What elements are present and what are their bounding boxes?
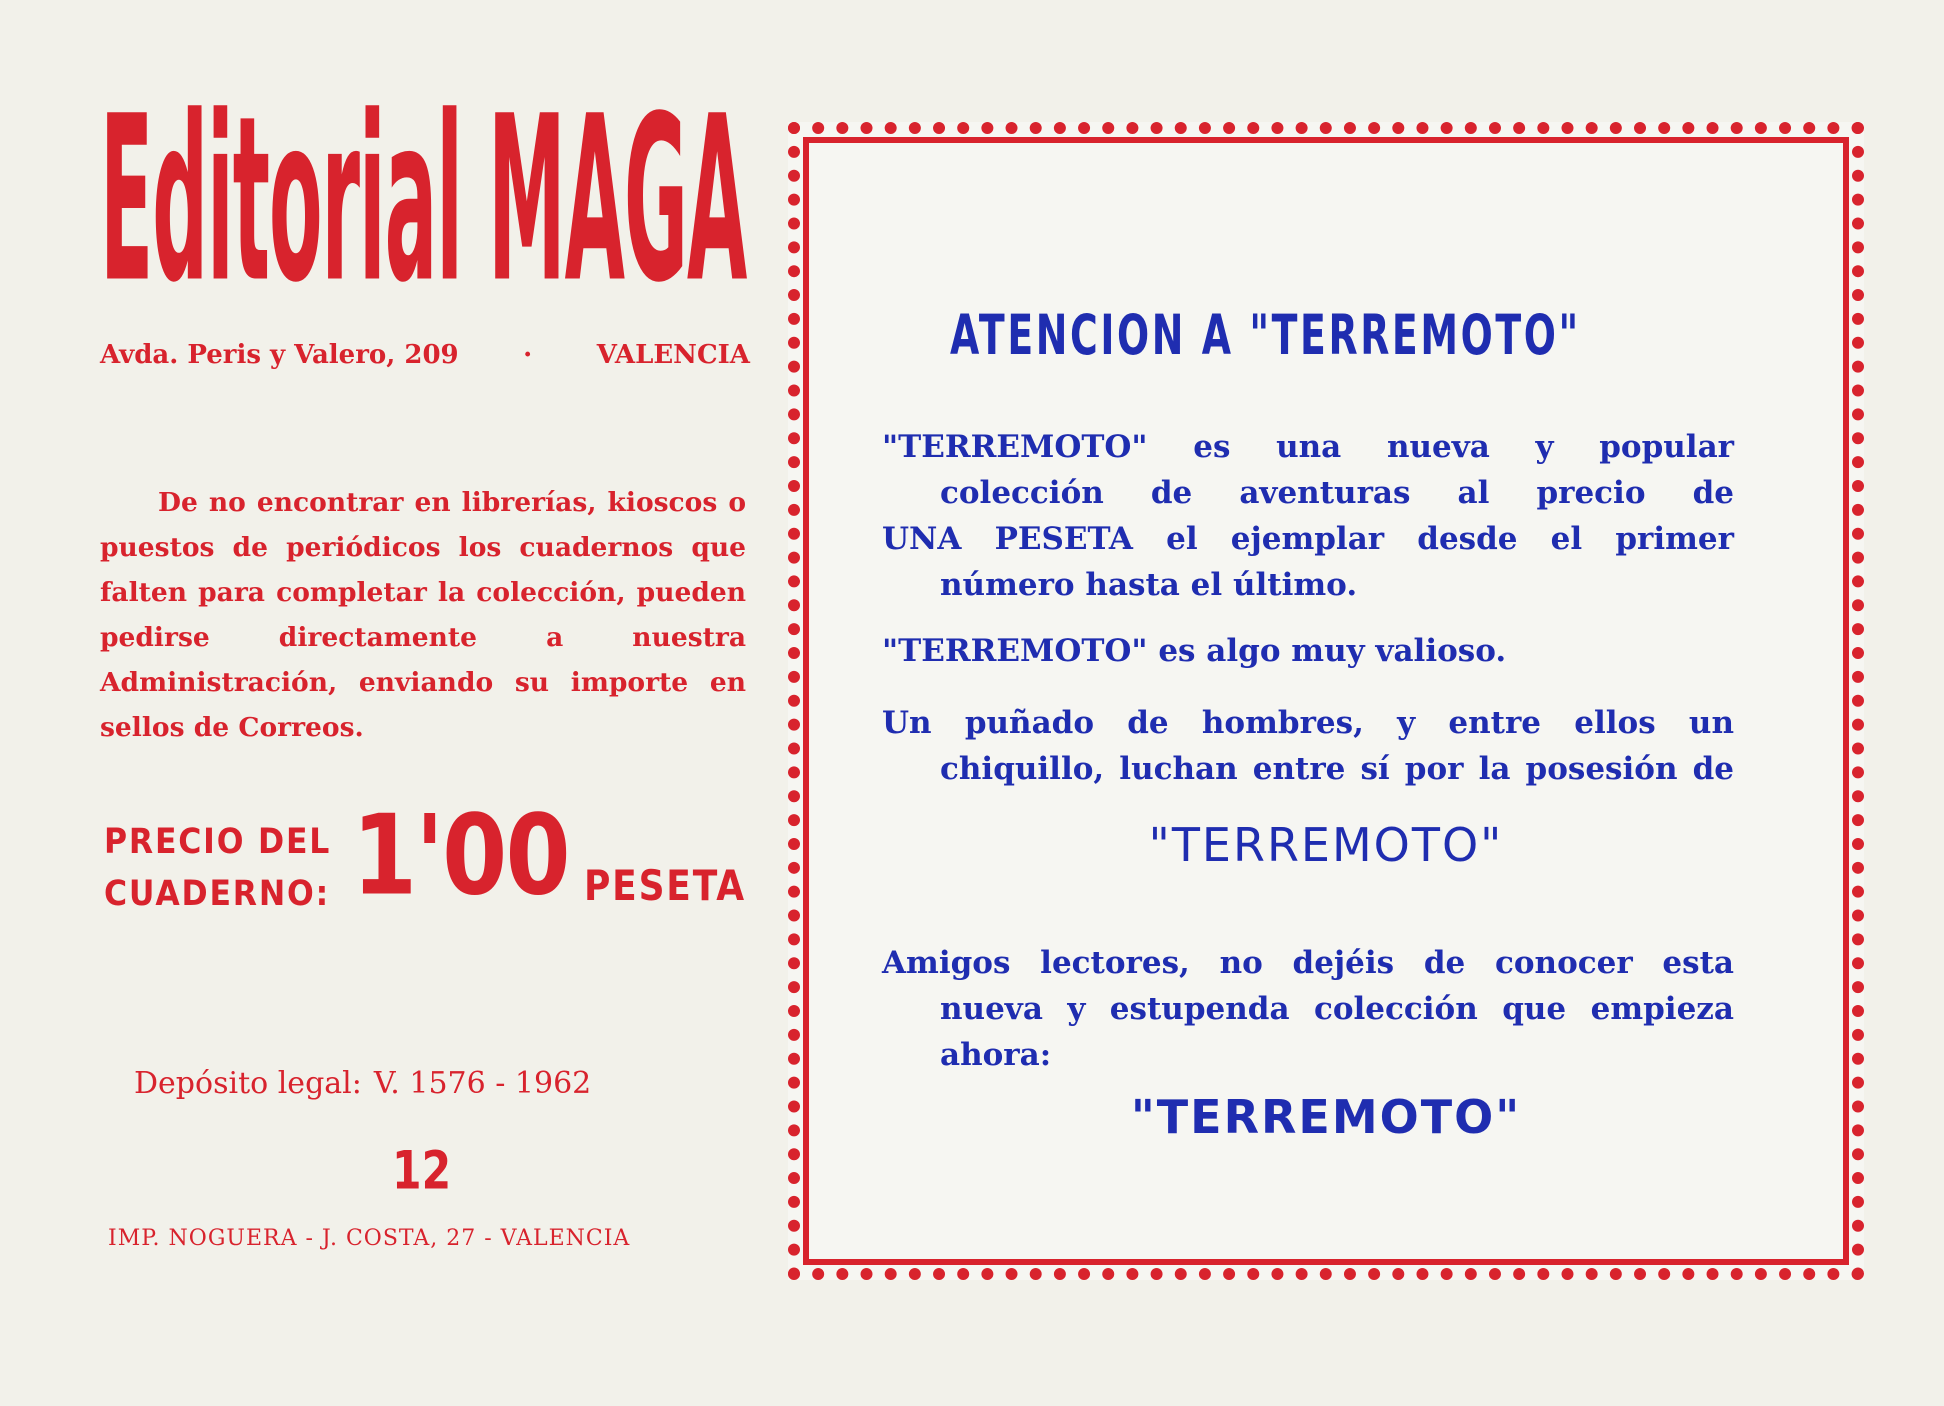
ad-line: "TERREMOTO" es algo muy valioso. <box>882 633 1507 669</box>
ad-paragraph-intro <box>882 424 1734 608</box>
address-separator: · <box>523 340 533 370</box>
ad-line: número hasta el último. <box>940 567 1358 603</box>
price-label-line1: PRECIO DEL <box>104 822 332 862</box>
legal-deposit-label: Depósito legal: <box>134 1066 362 1101</box>
terremoto-ad-box <box>788 122 1864 1280</box>
legal-deposit <box>134 1066 591 1101</box>
ad-line: "TERREMOTO" es una nueva y popular <box>882 429 1734 465</box>
ad-line: colección de aventuras al precio de <box>940 475 1734 511</box>
ad-line: chiquillo, luchan entre sí por la posesión de <box>940 751 1734 787</box>
ad-line: UNA PESETA el ejemplar desde el primer <box>882 521 1734 557</box>
publisher-address-line <box>100 340 750 370</box>
issue-number: 12 <box>392 1140 452 1201</box>
price-value: 1'00 <box>352 790 569 920</box>
printer-credit: IMP. NOGUERA - J. COSTA, 27 - VALENCIA <box>108 1226 631 1251</box>
legal-deposit-value: V. 1576 - 1962 <box>373 1066 592 1101</box>
publisher-address: Avda. Peris y Valero, 209 <box>100 340 459 370</box>
order-notice: De no encontrar en librerías, kioscos o puestos de periódicos los cuadernos que falten para completar la colección, pueden pedirse directamente a nuestra Administración, enviando su importe en sellos de Correos. <box>100 487 746 743</box>
ad-series-name: "TERREMOTO" <box>1148 818 1504 872</box>
price-label <box>104 816 331 920</box>
ad-paragraph-readers <box>882 940 1734 1078</box>
price-unit: PESETA <box>584 862 746 911</box>
publisher-name: Editorial MAGA <box>100 105 747 310</box>
ad-line: ahora: <box>940 1037 1052 1073</box>
ad-line: Amigos lectores, no dejéis de conocer esta <box>882 945 1734 981</box>
price-label-line2: CUADERNO: <box>104 874 330 914</box>
ad-series-name-bottom: "TERREMOTO" <box>1130 1090 1522 1144</box>
publisher-masthead <box>100 105 750 310</box>
ad-paragraph-plot <box>882 700 1734 792</box>
ad-line: Un puñado de hombres, y entre ellos un <box>882 705 1734 741</box>
publisher-city: VALENCIA <box>596 340 750 370</box>
ad-line: nueva y estupenda colección que empieza <box>940 991 1734 1027</box>
ad-paragraph-valuable <box>882 628 1734 674</box>
ad-title: ATENCION A "TERREMOTO" <box>950 304 1581 368</box>
